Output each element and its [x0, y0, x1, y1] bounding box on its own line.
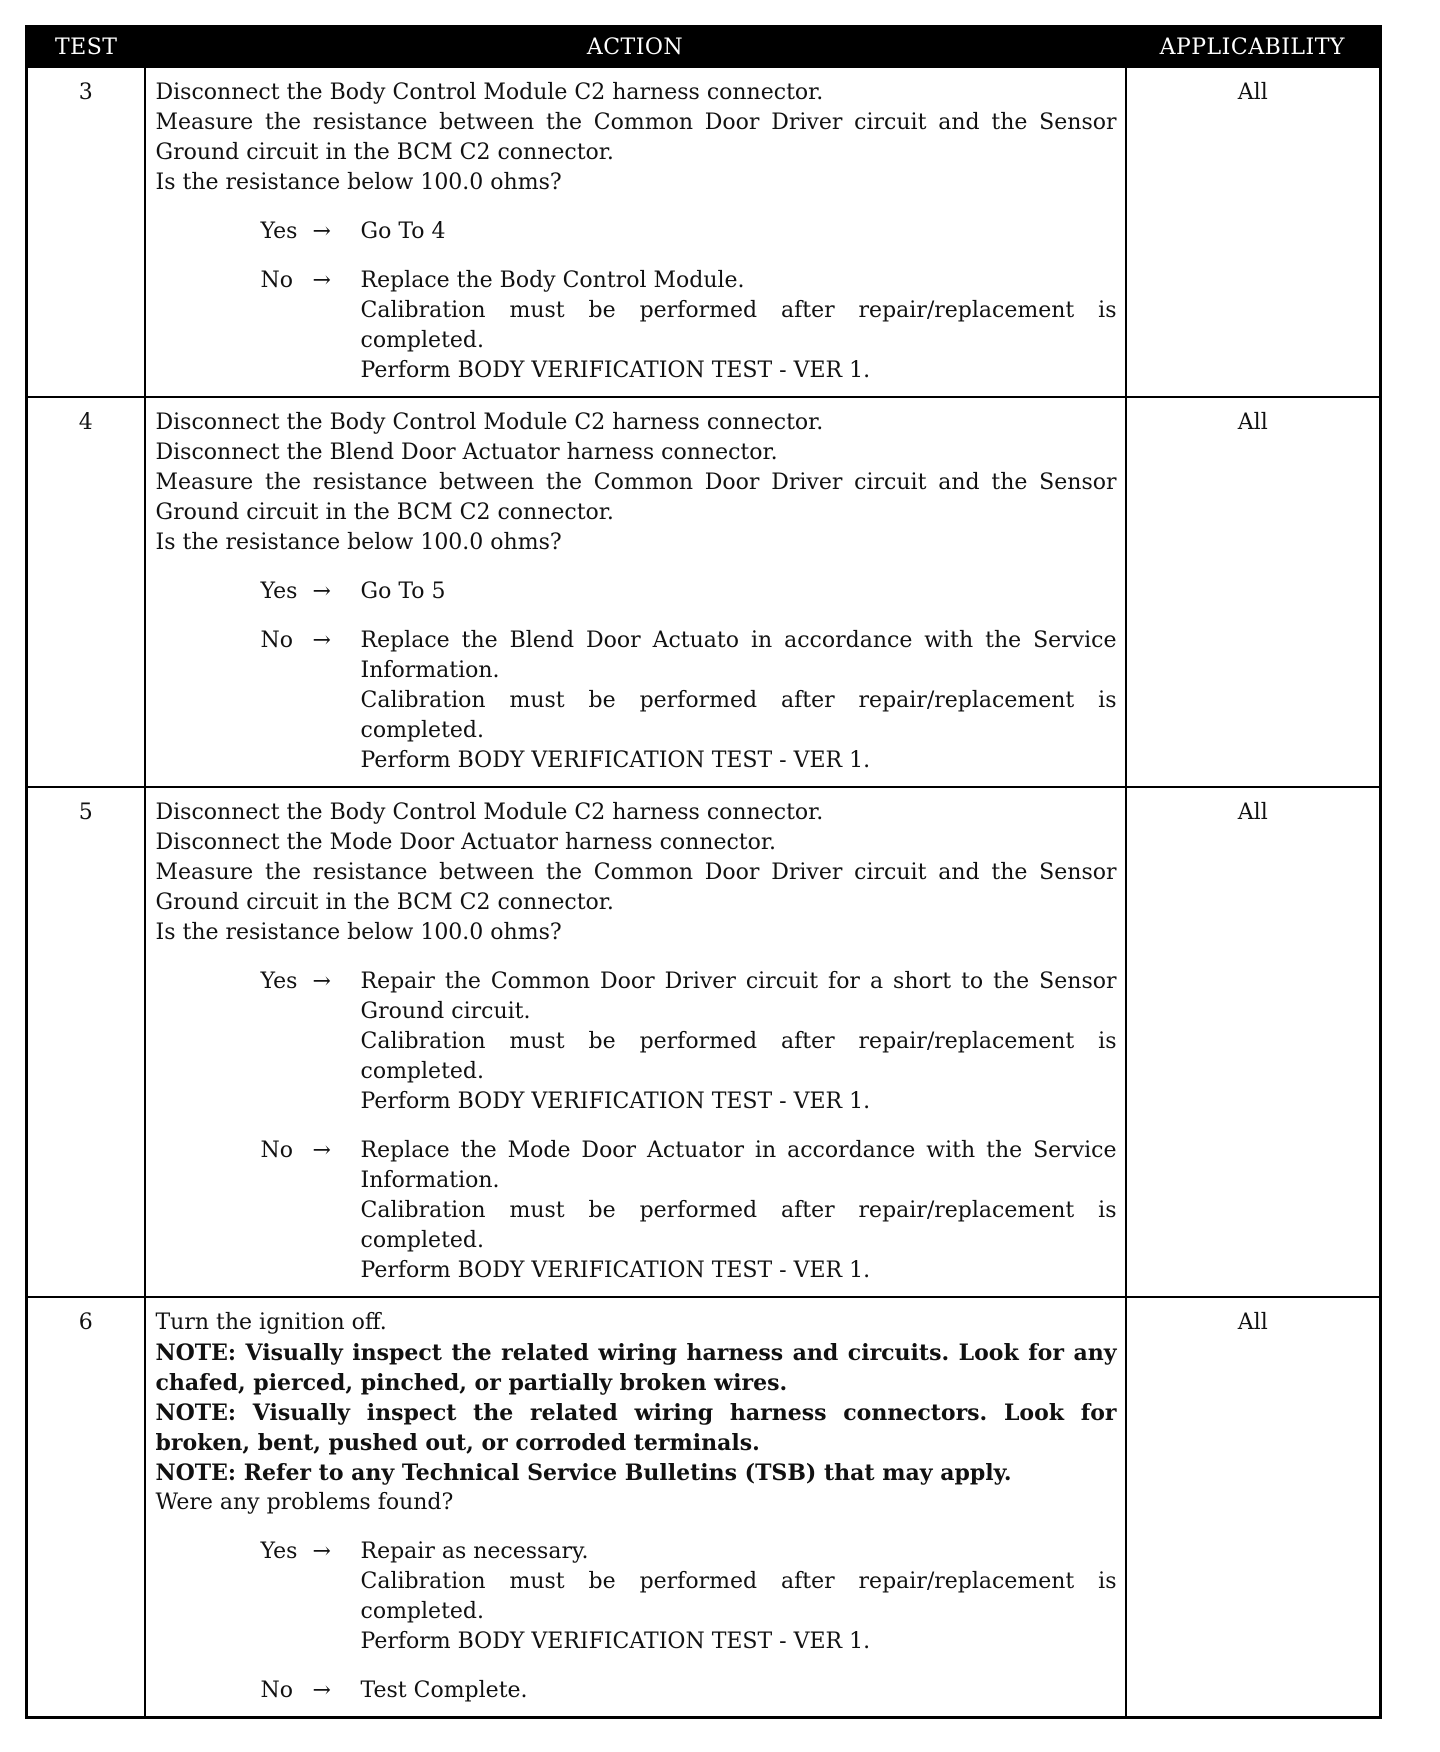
- no-label: No: [260, 628, 293, 653]
- action-cell: [145, 397, 1126, 787]
- applicability-value: All: [1126, 67, 1381, 397]
- step-line: Measure the resistance between the Common Door Driver circuit and the Sensor Ground circuit in the BCM C2 connector.: [155, 860, 1117, 915]
- no-label-group: [261, 266, 361, 386]
- test-number: 4: [27, 397, 145, 787]
- header-applicability: APPLICABILITY: [1126, 27, 1381, 68]
- no-action-line: Test Complete.: [360, 1678, 528, 1703]
- yes-action: [361, 967, 1117, 1117]
- action-cell: [145, 67, 1126, 397]
- test-number: 5: [27, 787, 145, 1297]
- table-row: [27, 787, 1381, 1297]
- yes-action-line: Repair as necessary.: [360, 1539, 589, 1564]
- yes-action: [361, 1537, 1117, 1657]
- applicability-value: All: [1126, 1297, 1381, 1718]
- no-action-line: Replace the Blend Door Actuato in accordance with the Service Information.: [360, 628, 1117, 683]
- step-line: Is the resistance below 100.0 ohms?: [155, 170, 562, 195]
- yes-action-line: Perform BODY VERIFICATION TEST - VER 1.: [360, 1629, 871, 1654]
- yes-label-group: [261, 1537, 361, 1657]
- yes-action-line: Repair the Common Door Driver circuit for a short to the Sensor Ground circuit.: [360, 969, 1117, 1024]
- yes-action-line: Calibration must be performed after repair/replacement is completed.: [360, 1569, 1117, 1624]
- arrow-right-icon: →: [312, 219, 331, 244]
- no-branch: [156, 626, 1117, 776]
- step-line: Turn the ignition off.: [155, 1310, 387, 1335]
- note-line: NOTE: Visually inspect the related wiring harness and circuits. Look for any chafed, pierced, pinched, or partially broken wires.: [155, 1340, 1117, 1396]
- no-action: [361, 266, 1117, 386]
- no-label: No: [260, 268, 293, 293]
- yes-label-group: [261, 577, 361, 607]
- step-line: Disconnect the Mode Door Actuator harness connector.: [155, 830, 776, 855]
- yes-action-line: Go To 4: [360, 219, 446, 244]
- yes-action: [361, 217, 1117, 247]
- note-line: NOTE: Visually inspect the related wiring harness connectors. Look for broken, bent, pushed out, or corroded terminals.: [155, 1400, 1117, 1456]
- no-label-group: [261, 1136, 361, 1286]
- no-action-line: Perform BODY VERIFICATION TEST - VER 1.: [360, 358, 871, 383]
- yes-branch: [156, 577, 1117, 607]
- yes-label: Yes: [260, 579, 298, 604]
- arrow-right-icon: →: [312, 268, 331, 293]
- arrow-right-icon: →: [312, 1138, 331, 1163]
- no-action-line: Calibration must be performed after repair/replacement is completed.: [360, 1198, 1117, 1253]
- no-label: No: [260, 1138, 293, 1163]
- no-branch: [156, 266, 1117, 386]
- step-line: Disconnect the Body Control Module C2 harness connector.: [155, 80, 824, 105]
- diagnostic-test-table: [25, 25, 1382, 1719]
- no-label-group: [261, 626, 361, 776]
- step-line: Is the resistance below 100.0 ohms?: [155, 530, 562, 555]
- arrow-right-icon: →: [312, 579, 331, 604]
- step-line: Disconnect the Body Control Module C2 harness connector.: [155, 410, 824, 435]
- yes-action-line: Perform BODY VERIFICATION TEST - VER 1.: [360, 1089, 871, 1114]
- arrow-right-icon: →: [312, 628, 331, 653]
- no-label: No: [260, 1678, 293, 1703]
- arrow-right-icon: →: [312, 969, 331, 994]
- yes-label: Yes: [260, 969, 298, 994]
- no-action-line: Calibration must be performed after repair/replacement is completed.: [360, 298, 1117, 353]
- step-line: Measure the resistance between the Common Door Driver circuit and the Sensor Ground circuit in the BCM C2 connector.: [155, 470, 1117, 525]
- yes-branch: [156, 1537, 1117, 1657]
- table-row: [27, 67, 1381, 397]
- step-line: Is the resistance below 100.0 ohms?: [155, 920, 562, 945]
- no-label-group: [261, 1676, 361, 1706]
- test-number: 6: [27, 1297, 145, 1718]
- no-action: [361, 626, 1117, 776]
- table-row: [27, 1297, 1381, 1718]
- header-test: TEST: [27, 27, 145, 68]
- table-body: [27, 67, 1381, 1718]
- table-row: [27, 397, 1381, 787]
- no-action-line: Perform BODY VERIFICATION TEST - VER 1.: [360, 748, 871, 773]
- header-action: ACTION: [145, 27, 1126, 68]
- no-action-line: Replace the Mode Door Actuator in accordance with the Service Information.: [360, 1138, 1117, 1193]
- yes-label-group: [261, 967, 361, 1117]
- no-action: [361, 1676, 1117, 1706]
- applicability-value: All: [1126, 787, 1381, 1297]
- no-action-line: Perform BODY VERIFICATION TEST - VER 1.: [360, 1258, 871, 1283]
- yes-label: Yes: [260, 219, 298, 244]
- no-branch: [156, 1136, 1117, 1286]
- no-branch: [156, 1676, 1117, 1706]
- step-line: Were any problems found?: [155, 1490, 454, 1515]
- action-cell: [145, 787, 1126, 1297]
- no-action-line: Replace the Body Control Module.: [360, 268, 745, 293]
- yes-action: [361, 577, 1117, 607]
- action-cell: [145, 1297, 1126, 1718]
- applicability-value: All: [1126, 397, 1381, 787]
- yes-action-line: Go To 5: [360, 579, 446, 604]
- arrow-right-icon: →: [312, 1539, 331, 1564]
- note-line: NOTE: Refer to any Technical Service Bulletins (TSB) that may apply.: [155, 1460, 1012, 1486]
- step-line: Disconnect the Body Control Module C2 harness connector.: [155, 800, 824, 825]
- yes-branch: [156, 967, 1117, 1117]
- yes-label-group: [261, 217, 361, 247]
- yes-label: Yes: [260, 1539, 298, 1564]
- test-number: 3: [27, 67, 145, 397]
- table-header-row: [27, 27, 1381, 68]
- yes-branch: [156, 217, 1117, 247]
- no-action-line: Calibration must be performed after repair/replacement is completed.: [360, 688, 1117, 743]
- step-line: Measure the resistance between the Common Door Driver circuit and the Sensor Ground circuit in the BCM C2 connector.: [155, 110, 1117, 165]
- step-line: Disconnect the Blend Door Actuator harness connector.: [155, 440, 778, 465]
- no-action: [361, 1136, 1117, 1286]
- yes-action-line: Calibration must be performed after repair/replacement is completed.: [360, 1029, 1117, 1084]
- arrow-right-icon: →: [312, 1678, 331, 1703]
